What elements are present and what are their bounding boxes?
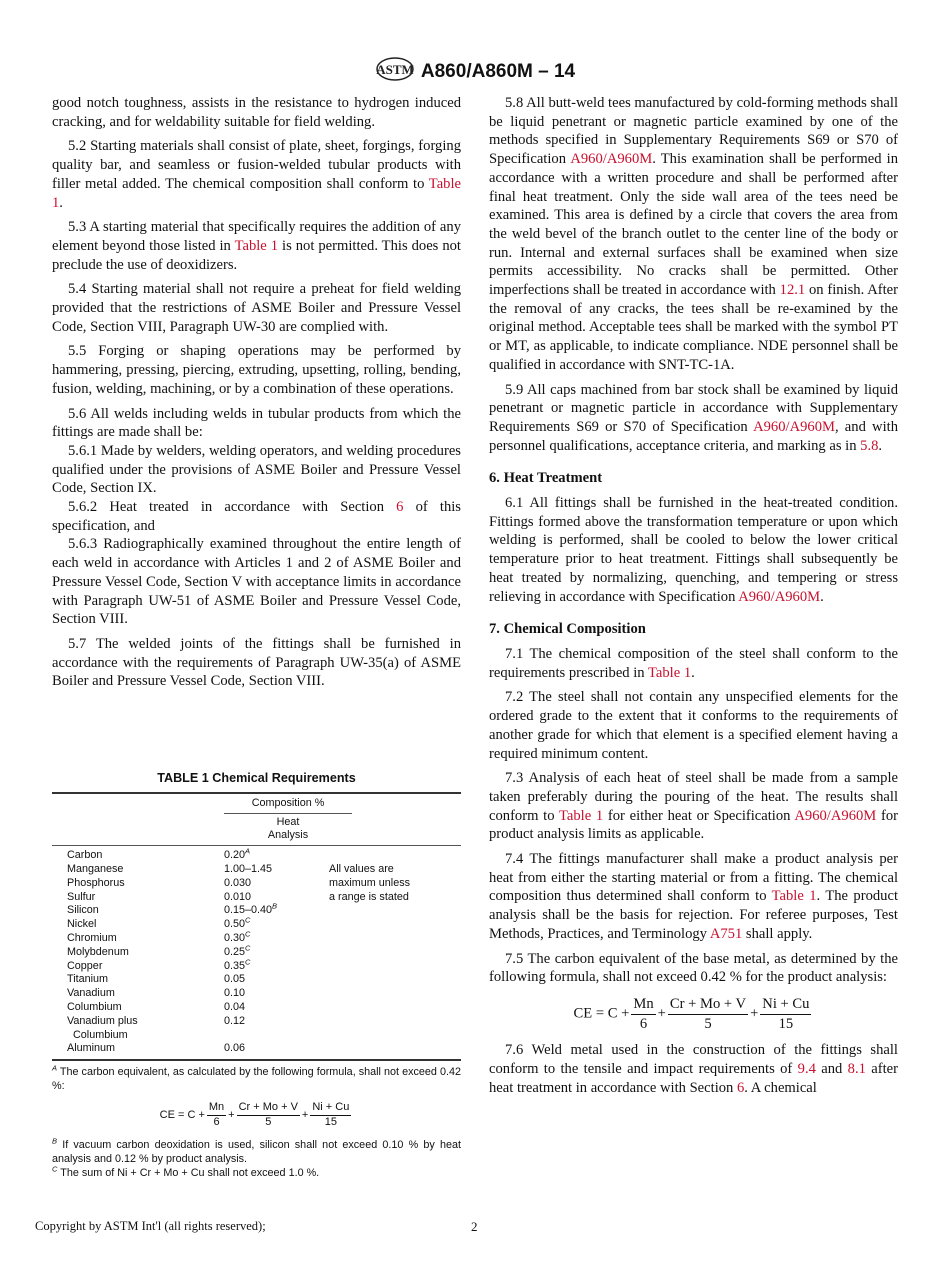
value-text: 0.15–0.40 — [224, 904, 273, 917]
paragraph-text: . A chemical — [744, 1079, 817, 1096]
element-cell: Phosphorus — [67, 876, 125, 889]
paragraph-text: on finish. After the removal of any cracks, the tees shall be re-examined by the original method. Acceptable tees shall be marked with the symbol PT or MT, as applicable, to indicate compliance. NDE personnel shall be qualified in accordance with SNT-TC-1A. — [489, 282, 898, 373]
paragraph — [489, 769, 898, 844]
value-cell — [224, 1029, 329, 1043]
value-text: 0.50 — [224, 918, 246, 931]
paragraph-text: 5.4 Starting material shall not require a preheat for field welding provided that the restrictions of ASME Boiler and Pressure Vessel Code, Section VIII, Paragraph UW-30 are complied with. — [52, 281, 461, 335]
cross-reference-link[interactable]: Table 1 — [771, 888, 817, 905]
cross-reference-link[interactable]: A960/A960M — [794, 807, 877, 824]
paragraph-text: . — [691, 664, 695, 681]
paragraph — [489, 94, 898, 375]
footnote-mark: B — [272, 901, 278, 911]
paragraph-text: 5.7 The welded joints of the fittings shall be furnished in accordance with the requirements of Paragraph UW-35(a) of ASME Boiler and Pressure Vessel Code, Section VIII. — [52, 635, 461, 690]
value-text: 0.25 — [224, 945, 246, 958]
table-row — [52, 1029, 461, 1043]
value-text: 1.00–1.45 — [224, 862, 273, 875]
table-1 — [52, 772, 461, 1180]
paragraph-text: , and with personnel qualifications, acceptance criteria, and marking as in — [489, 418, 898, 454]
group-header: Composition % — [224, 797, 352, 814]
table-row — [52, 973, 461, 987]
paragraph-text: is not permitted. This does not preclude the use of deoxidizers. — [52, 237, 461, 273]
value-text: 0.12 — [224, 1014, 246, 1027]
paragraph-text: 5.3 A starting material that specifically requires the addition of any element beyond those listed in — [52, 219, 461, 254]
paragraph — [52, 280, 461, 336]
value-cell — [224, 929, 329, 946]
value-text: 0.10 — [224, 987, 246, 1000]
paragraph — [52, 342, 461, 398]
paragraph — [489, 850, 898, 944]
element-cell: Titanium — [67, 973, 108, 986]
paragraph-text: 7.4 The fittings manufacturer shall make a product analysis per heat from either the starting material or from a fitting. The chemical composition thus determined shall conform to — [489, 851, 898, 905]
cross-reference-link[interactable]: Table 1 — [52, 175, 461, 211]
element-cell: Manganese — [67, 862, 124, 875]
value-text: 0.030 — [224, 876, 252, 889]
paragraph-text: 5.5 Forging or shaping operations may be performed by hammering, pressing, piercing, extruding, upsetting, rolling, bending, fusion, welding, machining, or by a combination of these operations. — [52, 343, 461, 397]
paragraph — [52, 498, 461, 535]
footnote-mark: C — [245, 956, 251, 966]
paragraph-text: . This examination shall be performed in accordance with a written procedure and shall be performed after final heat treatment. Only the side wall area of the tees need be examined. This area is defined by a circle that covers the area from the weld bevel of the branch outlet to the center line of the body or run. Internal and external surfaces shall be examined when size permits accessibility. No cracks shall be permitted. Other imperfections shall be treated in accordance with — [489, 151, 899, 299]
element-cell: Columbium — [67, 1028, 128, 1041]
page-number: 2 — [471, 1219, 478, 1234]
element-cell: Silicon — [67, 904, 99, 917]
value-text: 0.010 — [224, 890, 252, 903]
right-column — [489, 94, 898, 1103]
paragraph-text: 7.3 Analysis of each heat of steel shall be made from a sample taken preferably during the pouring of the heat. The results shall conform to — [489, 770, 898, 824]
value-cell — [224, 901, 329, 918]
paragraph-text: for product analysis limits as applicable. — [489, 807, 898, 843]
cross-reference-link[interactable]: 8.1 — [847, 1061, 866, 1078]
table-note: All values are — [329, 862, 394, 875]
paragraph — [489, 645, 898, 682]
value-text: 0.30 — [224, 931, 246, 944]
paragraph-text: 7.2 The steel shall not contain any unspecified elements for the ordered grade to the extent that it conforms to the requirements of another grade for which that element is a specified element having a required minimum content. — [489, 689, 898, 762]
table-row — [52, 901, 461, 918]
table-row — [52, 929, 461, 946]
paragraph — [489, 381, 898, 456]
cross-reference-link[interactable]: 6 — [396, 499, 404, 516]
ce-formula: CE = C + $\frac{Mn}{6}$ + $\frac{Cr + Mo + V}{5}$ + $\frac{Ni + Cu}{15}$ — [573, 995, 810, 1032]
footnote-b: $^B$ If vacuum carbon deoxidation is used, silicon shall not exceed 0.10 % by heat analysis and 0.12 % by product analysis. — [52, 1136, 461, 1165]
section-heading: 6. Heat Treatment — [489, 470, 603, 487]
table-row — [52, 863, 461, 877]
footnote-c: $^C$ The sum of Ni + Cr + Mo + Cu shall not exceed 1.0 %. — [52, 1164, 320, 1179]
page-header — [0, 56, 950, 83]
paragraph-text: good notch toughness, assists in the resistance to hydrogen induced cracking, and for weldability suitable for field welding. — [52, 95, 461, 130]
left-column — [52, 94, 461, 697]
paragraph-text: . The product analysis shall be the basis for rejection. For referee purposes, Test Methods, Practices, and Terminology — [489, 888, 899, 942]
paragraph — [489, 950, 898, 987]
paragraph — [52, 137, 461, 212]
table-note: maximum unless — [329, 876, 410, 889]
paragraph-text: 6.1 All fittings shall be furnished in the heat-treated condition. Fittings formed above the transformation temperature or upon which welding is performed, shall be cooled to below the lower critical temperature prior to heat treatment. Fittings shall subsequently be heat treated by normalizing, quenching, and tempering or stress relieving in accordance with Specification — [489, 495, 898, 605]
paragraph-text: 7.5 The carbon equivalent of the base metal, as determined by the following formula, shall not exceed 0.42 % for the product analysis: — [489, 950, 898, 986]
value-cell — [224, 863, 329, 877]
paragraph-text: 5.9 All caps machined from bar stock shall be examined by liquid penetrant or magnetic particle in accordance with Supplementary Requirements S69 or S70 of Specification — [489, 381, 898, 435]
value-cell — [224, 943, 329, 960]
cross-reference-link[interactable]: 9.4 — [797, 1061, 816, 1078]
cross-reference-link[interactable]: Table 1 — [234, 237, 279, 254]
value-text: 0.05 — [224, 973, 246, 986]
table-note: a range is stated — [329, 890, 409, 903]
paragraph-text: 5.8 All butt-weld tees manufactured by cold-forming methods shall be liquid penetrant or magnetic particle examined by one of the methods specified in Supplementary Requirements S69 or S70 of Specification — [489, 95, 898, 168]
cross-reference-link[interactable]: A751 — [709, 925, 743, 942]
paragraph-text: of this specification, and — [52, 499, 461, 534]
footnote-a: $^A$ The carbon equivalent, as calculated by the following formula, shall not exceed 0.42 %: — [52, 1063, 461, 1093]
cross-reference-link[interactable]: 5.8 — [860, 437, 879, 454]
element-cell: Carbon — [67, 849, 103, 862]
paragraph-text: 7.6 Weld metal used in the construction of the fittings shall conform to the tensile and impact requirements of — [489, 1042, 898, 1078]
cross-reference-link[interactable]: 12.1 — [779, 282, 806, 299]
paragraph-text: . — [878, 437, 883, 454]
paragraph — [489, 688, 898, 763]
paragraph-text: 5.6.3 Radiographically examined throughout the entire length of each weld in accordance with Articles 1 and 2 of ASME Boiler and Pressure Vessel Code, Section V with acceptance limits in accordance with Paragraph UW-51 of ASME Boiler and Pressure Vessel Code, Section VIII. — [52, 536, 461, 628]
paragraph — [52, 535, 461, 629]
section-heading: 7. Chemical Composition — [489, 621, 646, 638]
table-title: TABLE 1 Chemical Requirements — [157, 771, 356, 785]
paragraph-text: 5.6.1 Made by welders, welding operators, and welding procedures qualified under the provisions of ASME Boiler and Pressure Vessel Code, Section IX. — [52, 442, 461, 497]
paragraph-text: after heat treatment in accordance with Section — [489, 1061, 898, 1096]
value-text: 0.04 — [224, 1000, 246, 1013]
paragraph-text: for either heat or Specification — [603, 807, 795, 824]
table-row — [52, 915, 461, 932]
element-cell: Aluminum — [67, 1042, 116, 1055]
value-cell — [224, 987, 329, 1001]
footnote-mark: C — [245, 943, 251, 953]
cross-reference-link[interactable]: A960/A960M — [738, 588, 821, 605]
paragraph-text: 5.6 All welds including welds in tubular products from which the fittings are made shall be: — [52, 405, 461, 441]
element-cell: Sulfur — [67, 890, 96, 903]
paragraph — [489, 1041, 898, 1097]
value-cell — [224, 846, 329, 863]
col-header: Heat Analysis — [267, 815, 309, 842]
paragraph — [52, 442, 461, 498]
element-cell: Chromium — [67, 931, 117, 944]
value-text: 0.20 — [224, 849, 246, 862]
value-cell — [224, 877, 329, 891]
value-text: 0.06 — [224, 1042, 246, 1055]
table-row — [52, 1001, 461, 1015]
paragraph-text: . — [820, 588, 824, 605]
paragraph-text: 5.6.2 Heat treated in accordance with Section — [68, 499, 397, 516]
table-row — [52, 943, 461, 960]
table-row — [52, 987, 461, 1001]
table-row — [52, 1042, 461, 1056]
cross-reference-link[interactable]: A960/A960M — [753, 418, 835, 435]
paragraph-text: shall apply. — [742, 925, 813, 942]
value-cell — [224, 1015, 329, 1029]
table-row — [52, 846, 461, 863]
element-cell: Vanadium — [67, 987, 115, 1000]
element-cell: Molybdenum — [67, 945, 129, 958]
paragraph — [489, 494, 898, 606]
svg-text:ASTM: ASTM — [376, 62, 414, 77]
value-cell — [224, 915, 329, 932]
footnote-formula: CE = C + $\frac{Mn}{6}$ + $\frac{Cr + Mo + V}{5}$ + $\frac{Ni + Cu}{15}$ — [159, 1101, 350, 1128]
footnote-mark: C — [245, 915, 251, 925]
table-row — [52, 1015, 461, 1029]
element-cell: Vanadium plus — [67, 1014, 138, 1027]
paragraph — [52, 218, 461, 274]
value-cell — [224, 1001, 329, 1015]
paragraph-text: and — [815, 1061, 848, 1078]
table-row — [52, 956, 461, 974]
paragraph — [52, 405, 461, 442]
value-cell — [224, 973, 329, 987]
element-cell: Nickel — [67, 918, 97, 931]
designation: A860/A860M – 14 — [420, 61, 576, 82]
paragraph-text: 5.2 Starting materials shall consist of plate, sheet, forgings, forging quality bar, and seamless or fusion-welded tubular products with filler metal added. The chemical composition shall conform to — [52, 138, 461, 192]
paragraph-text: 7.1 The chemical composition of the steel shall conform to the requirements prescribed in — [489, 645, 898, 681]
footnote-mark: C — [245, 929, 251, 939]
paragraph-text: . — [59, 194, 63, 211]
value-cell — [224, 1042, 329, 1056]
cross-reference-link[interactable]: Table 1 — [648, 664, 692, 681]
table-row — [52, 891, 461, 905]
cross-reference-link[interactable]: 6 — [737, 1079, 745, 1096]
footnote-mark: A — [245, 846, 251, 856]
cross-reference-link[interactable]: A960/A960M — [570, 151, 653, 168]
element-cell: Columbium — [67, 1000, 122, 1013]
paragraph — [52, 635, 461, 691]
value-text: 0.35 — [224, 959, 246, 972]
table-row — [52, 877, 461, 891]
paragraph — [52, 94, 461, 131]
copyright-notice: Copyright by ASTM Int'l (all rights reserved); — [35, 1219, 266, 1233]
astm-logo-icon — [375, 56, 415, 82]
value-cell — [224, 956, 329, 974]
element-cell: Copper — [67, 959, 103, 972]
cross-reference-link[interactable]: Table 1 — [558, 807, 604, 824]
